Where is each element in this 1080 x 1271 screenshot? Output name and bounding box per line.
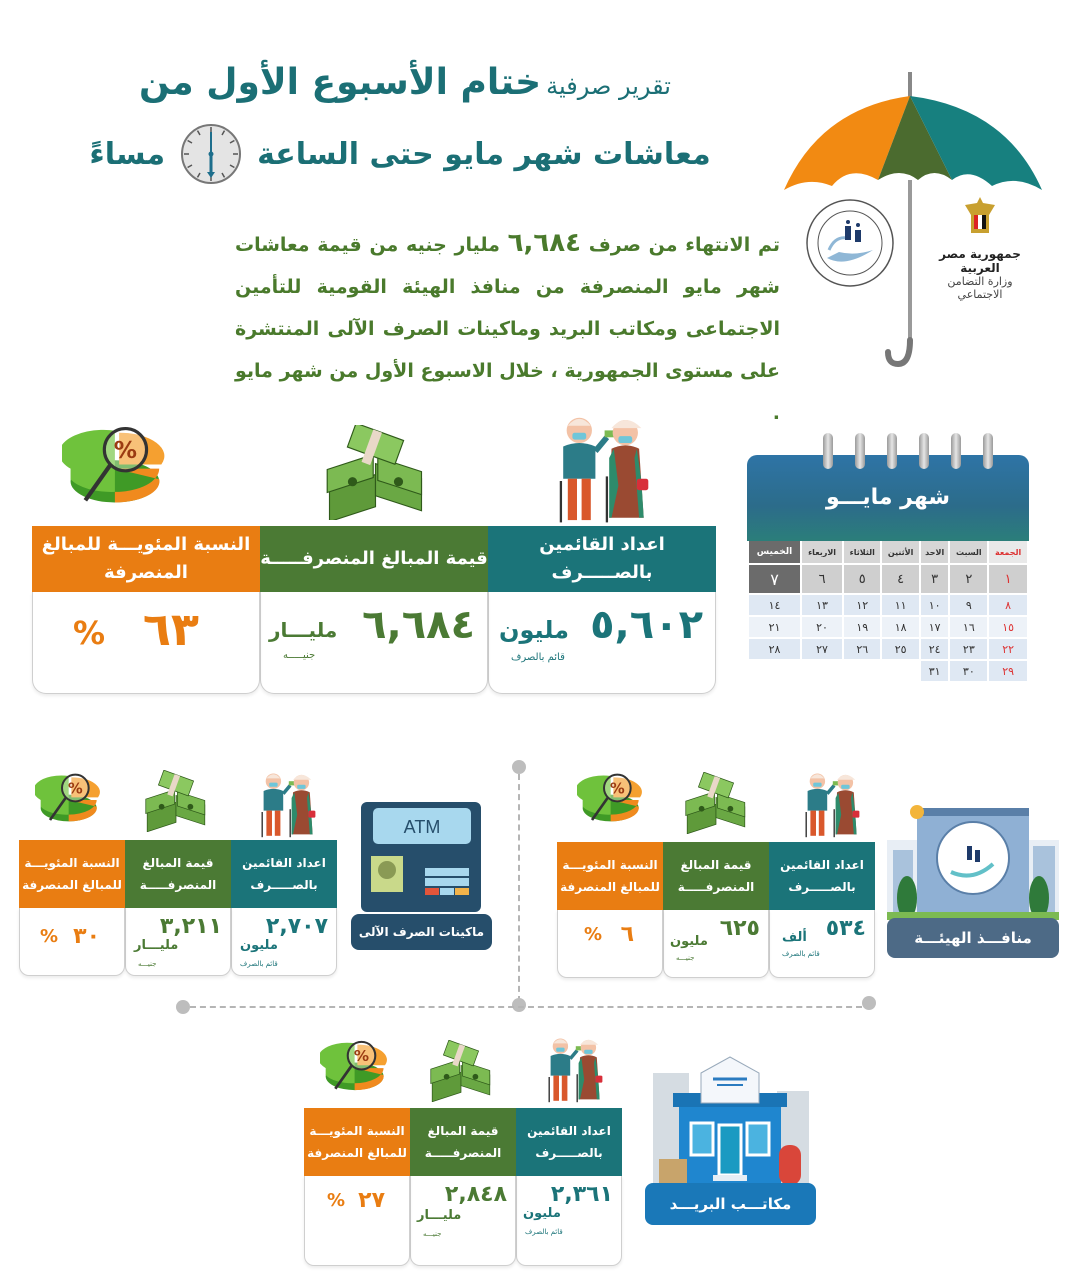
total-beneficiaries-unit: مليون: [499, 616, 569, 644]
nosi-building-icon: [887, 790, 1059, 920]
ministry-logo: [925, 195, 1035, 301]
atm-amounts-unit: مليـــار: [134, 938, 179, 953]
nosi-stats: [557, 842, 875, 978]
calendar-day: ٢١: [749, 617, 800, 637]
post-amounts-sub: جنيـــه: [423, 1230, 442, 1238]
post-percentage-card: [304, 1108, 410, 1266]
elderly-couple-icon: [530, 412, 670, 527]
calendar-day: ٢٦: [844, 639, 880, 659]
atm-beneficiaries-unit: مليون: [240, 938, 278, 953]
amounts-header: قيمة المبالغ المنصرفـــــة: [260, 526, 488, 592]
calendar-grid: [747, 539, 1029, 683]
atm-beneficiaries-sub: قائم بالصرف: [240, 960, 278, 968]
calendar-day: ٢٠: [802, 617, 842, 637]
nosi-amounts-unit: مليون: [670, 934, 708, 949]
clock-icon: [179, 122, 243, 186]
calendar-ring: [919, 433, 929, 469]
calendar-ring: [983, 433, 993, 469]
calendar-day: ٣١: [921, 661, 948, 681]
atm-amounts-sub: جنيـــه: [138, 960, 157, 968]
post-office-building-icon: [643, 1055, 818, 1185]
calendar-day: ٢٤: [921, 639, 948, 659]
calendar-day: ١٧: [921, 617, 948, 637]
calendar-day: [802, 661, 842, 681]
calendar-ring: [823, 433, 833, 469]
post-offices-label: مكاتـــب البريـــد: [645, 1183, 816, 1225]
nosi-beneficiaries-value: ٥٣٤: [825, 916, 866, 941]
post-amounts-card: [410, 1108, 516, 1266]
calendar-day: ٢٢: [989, 639, 1027, 659]
ministry-line2: وزارة التضامن الاجتماعي: [947, 275, 1013, 301]
nosi-offices-label: منافـــذ الهيئـــة: [887, 918, 1059, 958]
calendar-day: [749, 661, 800, 681]
calendar-day: ٥: [844, 565, 880, 593]
calendar-day: ١٦: [950, 617, 987, 637]
post-beneficiaries-sub: قائم بالصرف: [525, 1228, 563, 1236]
connector-dot: [512, 760, 526, 774]
calendar-day: ٢٥: [882, 639, 919, 659]
title-main: ختام الأسبوع الأول من: [139, 62, 542, 103]
percentage-header: النسبة المئويـــة للمبالغ المنصرفة: [304, 1108, 410, 1176]
post-beneficiaries-value: ٢,٣٦١: [550, 1182, 613, 1207]
calendar-day: ٣٠: [950, 661, 987, 681]
intro-paragraph: [235, 222, 780, 434]
total-percentage-card: [32, 526, 260, 694]
beneficiaries-header: اعداد القائمين بالصـــــرف: [231, 840, 337, 908]
total-amounts-card: [260, 526, 488, 694]
total-percentage-unit: %: [73, 614, 106, 652]
atm-machine-icon: [349, 800, 494, 912]
connector-dot: [512, 998, 526, 1012]
nosi-beneficiaries-sub: قائم بالصرف: [782, 950, 820, 958]
calendar-day: ٢٧: [802, 639, 842, 659]
amounts-header: قيمة المبالغ المنصرفـــــة: [663, 842, 769, 910]
beneficiaries-header: اعداد القائمين بالصـــــرف: [488, 526, 716, 592]
money-stack-icon: [680, 772, 752, 834]
money-stack-icon: [318, 425, 433, 520]
connector-dot: [176, 1000, 190, 1014]
calendar-title: شهر مايـــو: [826, 485, 950, 510]
atm-amounts-value: ٣,٢١١: [159, 914, 222, 939]
elderly-couple-icon: [537, 1035, 609, 1105]
nosi-beneficiaries-card: [769, 842, 875, 978]
calendar-day: ٦: [802, 565, 842, 593]
connector-dot: [862, 996, 876, 1010]
post-beneficiaries-card: [516, 1108, 622, 1266]
subtitle-main: معاشات شهر مايو حتى الساعة: [257, 136, 711, 172]
post-percentage-value: ٢٧: [358, 1188, 385, 1213]
post-amounts-value: ٢,٨٤٨: [444, 1182, 507, 1207]
atm-percentage-unit: %: [40, 926, 59, 947]
post-amounts-unit: مليـــار: [417, 1208, 462, 1223]
percentage-header: النسبة المئويـــة للمبالغ المنصرفة: [32, 526, 260, 592]
amounts-header: قيمة المبالغ المنصرفـــــة: [125, 840, 231, 908]
pie-chart-magnifier-icon: [320, 1035, 392, 1097]
atm-tile: [349, 800, 494, 952]
total-amounts-value: ٦,٦٨٤: [362, 602, 475, 648]
nosi-amounts-value: ٦٢٥: [719, 916, 760, 941]
atm-stats: [19, 840, 337, 976]
calendar-day: [844, 661, 880, 681]
calendar-day: ٤: [882, 565, 919, 593]
total-amounts-unit: مليـــار: [269, 618, 338, 642]
calendar-day: ١٠: [921, 595, 948, 615]
atm-percentage-value: ٣٠: [73, 924, 100, 949]
post-stats: [304, 1108, 622, 1266]
calendar-day: ٢٨: [749, 639, 800, 659]
nosi-offices-tile: [887, 790, 1059, 960]
calendar-day: ١٢: [844, 595, 880, 615]
total-amounts-sub: جنيـــــه: [283, 650, 316, 661]
nosi-logo-icon: [805, 198, 895, 288]
calendar-day: ١٣: [802, 595, 842, 615]
calendar-day: ٢٣: [950, 639, 987, 659]
post-percentage-unit: %: [327, 1190, 346, 1211]
post-beneficiaries-unit: مليون: [523, 1206, 561, 1221]
calendar-day: ٩: [950, 595, 987, 615]
intro-highlight-amount: ٦,٦٨٤: [507, 228, 581, 258]
post-offices-tile: [643, 1055, 818, 1227]
subtitle-suffix: مساءً: [89, 136, 166, 172]
total-beneficiaries-card: [488, 526, 716, 694]
atm-beneficiaries-value: ٢,٧٠٧: [265, 914, 328, 939]
nosi-amounts-card: [663, 842, 769, 978]
pie-chart-magnifier-icon: [35, 768, 105, 828]
intro-part1: تم الانتهاء من صرف: [588, 234, 780, 256]
day-header: الثلاثاء: [844, 541, 880, 563]
atm-screen-text: ATM: [403, 817, 441, 837]
money-stack-icon: [425, 1040, 497, 1102]
atm-label: ماكينات الصرف الآلى: [351, 914, 492, 950]
calendar-day: [882, 661, 919, 681]
intro-part2: مليار جنيه من قيمة معاشات شهر مايو المنصرفة من منافذ الهيئة القومية للتأمين الاجتماعى ومكاتب البريد وماكينات الصرف الآلى المنتشرة على مستوى الجمهورية ، خلال الاسبوع الأول من شهر مايو .: [235, 234, 780, 424]
elderly-couple-icon: [250, 770, 322, 840]
calendar-day-current: ٧: [749, 565, 800, 593]
eagle-emblem-icon: [963, 195, 997, 239]
pie-chart-magnifier-icon: [62, 418, 172, 513]
connector-line: [190, 1006, 862, 1008]
amounts-header: قيمة المبالغ المنصرفـــــة: [410, 1108, 516, 1176]
calendar-day: ١: [989, 565, 1027, 593]
calendar-day: ١٨: [882, 617, 919, 637]
may-calendar: [747, 433, 1029, 695]
money-stack-icon: [140, 770, 212, 832]
calendar-day: ١٤: [749, 595, 800, 615]
total-stats: [32, 526, 716, 694]
pie-chart-magnifier-icon: [577, 768, 647, 828]
calendar-day: ٣: [921, 565, 948, 593]
report-subtitle: [75, 124, 725, 184]
day-header: الأثنين: [882, 541, 919, 563]
calendar-ring: [951, 433, 961, 469]
calendar-day: ١٩: [844, 617, 880, 637]
nosi-percentage-card: [557, 842, 663, 978]
atm-beneficiaries-card: [231, 840, 337, 976]
calendar-ring: [887, 433, 897, 469]
beneficiaries-header: اعداد القائمين بالصـــــرف: [769, 842, 875, 910]
beneficiaries-header: اعداد القائمين بالصـــــرف: [516, 1108, 622, 1176]
calendar-day: ٢٩: [989, 661, 1027, 681]
calendar-day: ١١: [882, 595, 919, 615]
total-beneficiaries-sub: قائم بالصرف: [511, 652, 565, 663]
nosi-beneficiaries-unit: ألف: [782, 930, 807, 945]
calendar-day: ١٥: [989, 617, 1027, 637]
report-title: [120, 62, 690, 103]
day-header: الاحد: [921, 541, 948, 563]
ministry-line1: جمهورية مصر العربية: [939, 247, 1021, 275]
calendar-ring: [855, 433, 865, 469]
nosi-percentage-unit: %: [584, 924, 603, 945]
atm-percentage-card: [19, 840, 125, 976]
title-prefix: تقرير صرفية: [546, 72, 671, 100]
atm-amounts-card: [125, 840, 231, 976]
nosi-percentage-value: ٦: [620, 922, 634, 947]
day-header: الاربعاء: [802, 541, 842, 563]
calendar-day: ٨: [989, 595, 1027, 615]
day-header: الجمعة: [989, 541, 1027, 563]
calendar-day: ٢: [950, 565, 987, 593]
total-percentage-value: ٦٣: [142, 602, 199, 656]
day-header: السبت: [950, 541, 987, 563]
nosi-amounts-sub: جنيـــه: [676, 954, 695, 962]
percentage-header: النسبة المئويـــة للمبالغ المنصرفة: [557, 842, 663, 910]
connector-line: [518, 774, 520, 1002]
day-header: الخميس: [749, 541, 800, 563]
percentage-header: النسبة المئويـــة للمبالغ المنصرفة: [19, 840, 125, 908]
elderly-couple-icon: [794, 770, 866, 840]
total-beneficiaries-value: ٥,٦٠٢: [590, 602, 703, 648]
